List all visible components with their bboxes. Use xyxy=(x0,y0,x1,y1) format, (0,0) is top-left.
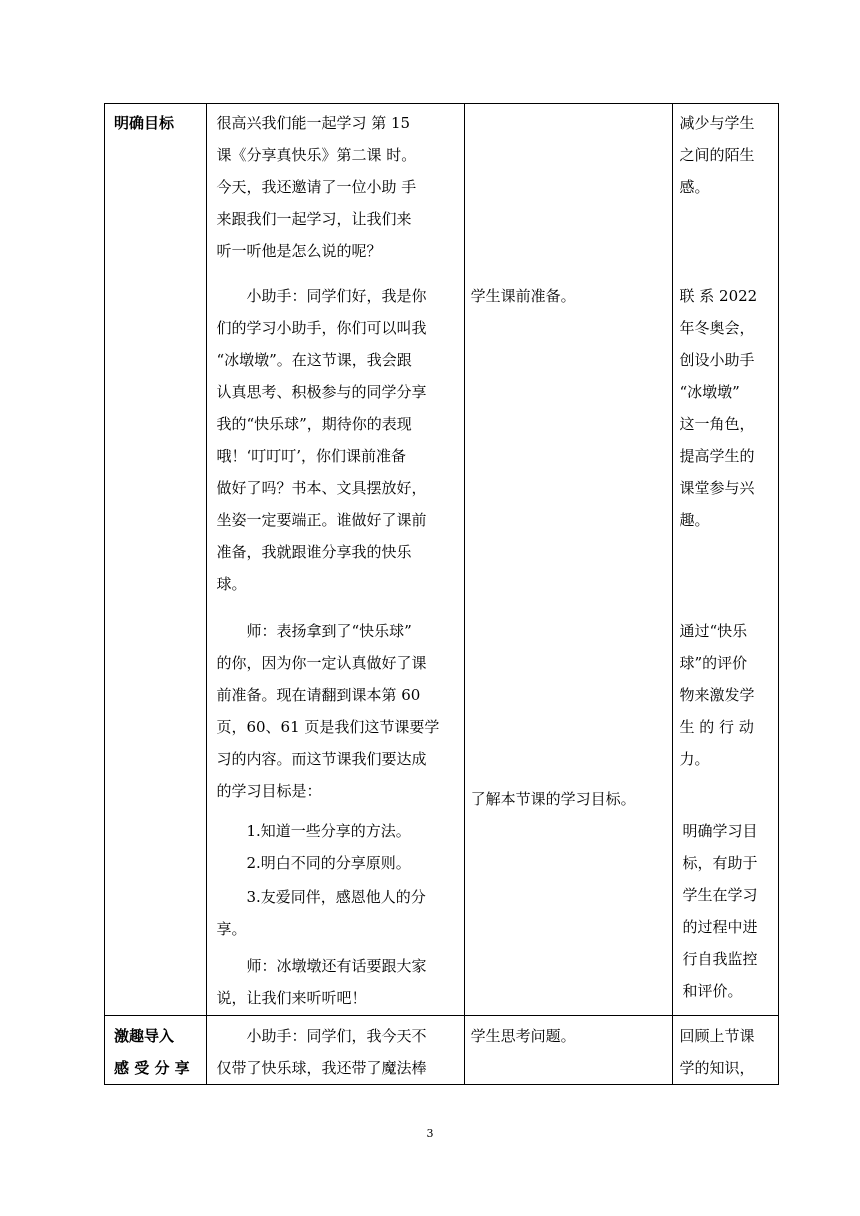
purpose-1-line: 感。 xyxy=(679,178,710,196)
stage-label-cell xyxy=(105,104,207,1016)
helper-line: 球。 xyxy=(216,575,247,593)
stage-label-2-line: 感 受 分 享 xyxy=(114,1058,190,1077)
table-row xyxy=(105,104,779,1016)
teacher-2-line: 小助手：同学们，我今天不 xyxy=(246,1026,427,1045)
intro-line: 课《分享真快乐》第二课 时。 xyxy=(216,146,417,164)
purpose-2-line: 趣。 xyxy=(679,511,710,529)
purpose-2-line: “冰墩墩” xyxy=(679,383,740,401)
student-goals: 了解本节课的学习目标。 xyxy=(470,790,636,808)
helper-line: 哦！‘叮叮叮’，你们课前准备 xyxy=(216,447,406,465)
goal-1: 1.知道一些分享的方法。 xyxy=(246,822,411,840)
stage-label-cell xyxy=(105,1015,207,1084)
purpose-2-line: 联 系 2022 xyxy=(679,287,758,305)
purpose-row2-line: 学的知识， xyxy=(679,1058,755,1077)
purpose-cell xyxy=(672,1015,778,1084)
praise-line: 的学习目标是： xyxy=(216,782,322,800)
helper-line: 我的“快乐球”，期待你的表现 xyxy=(216,415,412,433)
purpose-4-line: 学生在学习 xyxy=(682,886,758,904)
purpose-4-line: 明确学习目 xyxy=(682,822,758,840)
purpose-3-line: 物来激发学 xyxy=(679,686,755,704)
purpose-3-line: 生 的 行 动 xyxy=(679,718,754,736)
purpose-2-line: 创设小助手 xyxy=(679,351,755,369)
intro-line: 听一听他是怎么说的呢？ xyxy=(216,242,382,260)
praise-line: 习的内容。而这节课我们要达成 xyxy=(216,750,427,768)
helper-line: 做好了吗？书本、文具摆放好， xyxy=(216,479,427,497)
purpose-3-line: 通过“快乐 xyxy=(679,622,748,640)
student-activity-cell xyxy=(464,1015,672,1084)
page-number: 3 xyxy=(426,1127,434,1140)
helper-line: “冰墩墩”。在这节课，我会跟 xyxy=(216,351,412,369)
intro-line: 很高兴我们能一起学习 第 15 xyxy=(216,114,411,132)
lesson-plan-table xyxy=(104,103,779,1085)
praise-line: 前准备。现在请翻到课本第 60 xyxy=(216,686,421,704)
praise-line: 师：表扬拿到了“快乐球” xyxy=(246,622,412,640)
purpose-2-line: 年冬奥会， xyxy=(679,319,755,337)
closing-line: 师：冰墩墩还有话要跟大家 xyxy=(246,957,427,975)
purpose-4-line: 行自我监控 xyxy=(682,950,758,968)
teacher-activity-cell xyxy=(207,104,464,1016)
purpose-2-line: 这一角色， xyxy=(679,415,755,433)
goal-3-line: 享。 xyxy=(216,920,247,938)
helper-line: 们的学习小助手，你们可以叫我 xyxy=(216,319,427,337)
purpose-4-line: 和评价。 xyxy=(682,982,743,1000)
helper-line: 坐姿一定要端正。谁做好了课前 xyxy=(216,511,427,529)
helper-line: 准备，我就跟谁分享我的快乐 xyxy=(216,543,412,561)
purpose-1-line: 之间的陌生 xyxy=(679,146,755,164)
stage-label-2-line: 激趣导入 xyxy=(114,1026,175,1045)
purpose-3-line: 力。 xyxy=(679,750,710,768)
praise-line: 的你，因为你一定认真做好了课 xyxy=(216,654,427,672)
goal-3-line: 3.友爱同伴，感恩他人的分 xyxy=(246,888,426,906)
praise-line: 页，60、61 页是我们这节课要学 xyxy=(216,718,440,736)
purpose-3-line: 球”的评价 xyxy=(679,654,748,672)
student-activity-cell xyxy=(464,104,672,1016)
teacher-2-line: 仅带了快乐球，我还带了魔法棒 xyxy=(216,1058,427,1077)
purpose-row2-line: 回顾上节课 xyxy=(679,1026,755,1045)
helper-line: 认真思考、积极参与的同学分享 xyxy=(216,383,427,401)
purpose-cell xyxy=(672,104,778,1016)
intro-line: 来跟我们一起学习，让我们来 xyxy=(216,210,412,228)
purpose-4-line: 标，有助于 xyxy=(682,854,758,872)
helper-line: 小助手：同学们好，我是你 xyxy=(246,287,427,305)
purpose-4-line: 的过程中进 xyxy=(682,918,758,936)
teacher-activity-cell xyxy=(207,1015,464,1084)
table-row xyxy=(105,1015,779,1084)
purpose-2-line: 提高学生的 xyxy=(679,447,755,465)
purpose-1-line: 减少与学生 xyxy=(679,114,755,132)
purpose-2-line: 课堂参与兴 xyxy=(679,479,755,497)
intro-line: 今天，我还邀请了一位小助 手 xyxy=(216,178,417,196)
closing-line: 说，让我们来听听吧！ xyxy=(216,989,367,1007)
goal-2: 2.明白不同的分享原则。 xyxy=(246,854,411,872)
student-think: 学生思考问题。 xyxy=(470,1026,576,1045)
stage-label: 明确目标 xyxy=(114,114,175,132)
student-prep: 学生课前准备。 xyxy=(470,287,576,305)
